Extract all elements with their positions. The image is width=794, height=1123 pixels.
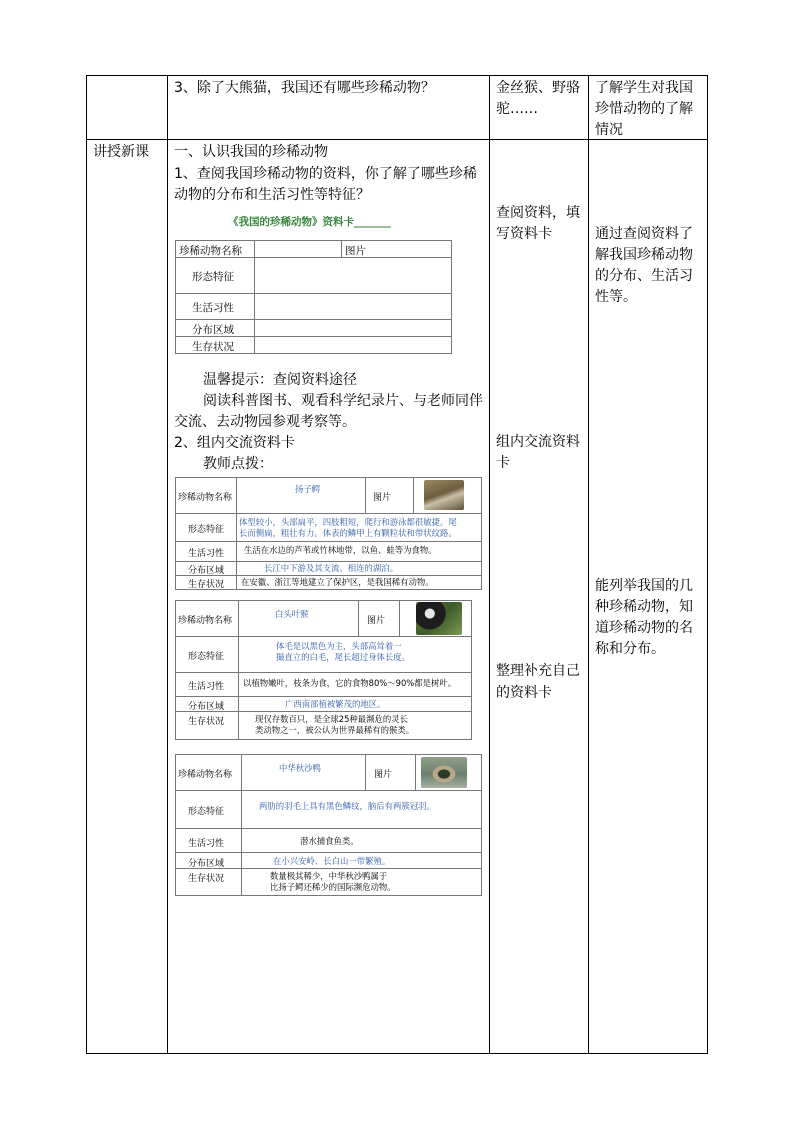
col-border-2 <box>489 75 490 1054</box>
q1-line1: 1、查阅我国珍稀动物的资料，你了解了哪些珍稀 <box>174 166 477 182</box>
student-a-line1: 查阅资料，填 <box>496 205 580 221</box>
intent-row1-line3: 情况 <box>595 122 623 138</box>
card1-status: 在安徽、浙江等地建立了保护区，是我国稀有动物。 <box>241 577 434 587</box>
tip-body-line2: 交流、去动物园参观考察等。 <box>174 414 356 430</box>
intent-b-line3: 道珍稀动物的名 <box>595 620 693 636</box>
animal-card-2 <box>175 600 472 740</box>
card3-form-label: 形态特征 <box>188 807 225 817</box>
student-a-line2: 写资料卡 <box>496 226 552 242</box>
tip: 温馨提示：查阅资料途径 <box>203 372 357 388</box>
card3-area: 在小兴安岭、长白山一带繁殖。 <box>273 856 391 866</box>
card2-area: 广西南部植被繁茂的地区。 <box>285 699 386 709</box>
card2-habit: 以植物嫩叶，枝条为食，它的食物80%～90%都是树叶。 <box>243 678 457 688</box>
alligator-photo <box>424 480 464 510</box>
intent-a-line2: 解我国珍稀动物 <box>595 247 693 263</box>
card1-form-line2: 长而侧扁，粗壮有力。体表的鳞甲上有颗粒状和带状纹路。 <box>239 528 457 538</box>
section-label: 讲授新课 <box>93 144 149 160</box>
card1-status-label: 生存状况 <box>188 580 225 590</box>
langur-photo <box>416 602 462 635</box>
card2-form-line2: 撮直立的白毛，尾长超过身体长度。 <box>276 652 410 662</box>
card1-name-label: 珍稀动物名称 <box>178 493 233 503</box>
intent-row1-line2: 珍惜动物的了解 <box>595 101 693 117</box>
card3-name: 中华秋沙鸭 <box>279 763 321 773</box>
blank-habit-label: 生活习性 <box>192 302 234 314</box>
teacher-guide: 教师点拨： <box>203 456 273 472</box>
blank-photo-label: 图片 <box>345 245 366 257</box>
card1-area: 长江中下游及其支流、相连的湖泊。 <box>264 563 398 573</box>
student-c-line1: 整理补充自己 <box>496 663 580 679</box>
tip-body-line1: 阅读科普图书、观看科学纪录片、与老师同伴 <box>203 393 483 409</box>
content-heading: 一、认识我国的珍稀动物 <box>174 144 328 160</box>
intent-a-line3: 的分布、生活习 <box>595 268 693 284</box>
student-activity-row1-line2: 驼…… <box>496 101 538 117</box>
intent-a-line4: 性等。 <box>595 289 637 305</box>
card3-form-line1: 两肋的羽毛上具有黑色鳞纹，脑后有两簇冠羽。 <box>259 801 435 811</box>
blank-name-label: 珍稀动物名称 <box>179 245 242 257</box>
card-title: 《我国的珍稀动物》资料卡_______ <box>228 216 391 228</box>
card3-status-line2: 比扬子鳄还稀少的国际濒危动物。 <box>270 882 396 892</box>
blank-data-card <box>175 240 452 354</box>
animal-card-1 <box>175 477 482 590</box>
card1-photo-label: 图片 <box>373 493 392 503</box>
col-border-3 <box>588 75 589 1054</box>
student-b-line2: 卡 <box>496 455 510 471</box>
card2-area-label: 分布区域 <box>188 702 225 712</box>
intent-b-line2: 种珍稀动物，知 <box>595 599 693 615</box>
card2-form-label: 形态特征 <box>188 652 225 662</box>
student-b-line1: 组内交流资料 <box>496 434 580 450</box>
student-c-line2: 的资料卡 <box>496 685 552 701</box>
table-bottom-border <box>86 1053 708 1054</box>
col-border-left <box>86 75 87 1054</box>
blank-area-label: 分布区域 <box>192 324 234 336</box>
card2-status-label: 生存状况 <box>188 717 225 727</box>
card3-status-line1: 数量极其稀少，中华秋沙鸭属于 <box>270 871 388 881</box>
intent-b-line1: 能列举我国的几 <box>595 578 693 594</box>
card2-photo-label: 图片 <box>367 616 386 626</box>
card1-area-label: 分布区域 <box>188 566 225 576</box>
card1-habit-label: 生活习性 <box>188 549 225 559</box>
card3-photo-label: 图片 <box>374 770 393 780</box>
table-top-border <box>86 75 708 76</box>
card1-form-line1: 体型较小，头部扁平，四肢粗短，爬行和游泳都很敏捷。尾 <box>239 517 457 527</box>
col-border-right <box>707 75 708 1054</box>
card2-name: 白头叶猴 <box>275 609 309 619</box>
col-border-1 <box>167 75 168 1054</box>
card3-name-label: 珍稀动物名称 <box>178 770 233 780</box>
intent-b-line4: 称和分布。 <box>595 641 665 657</box>
card1-habit: 生活在水边的芦苇或竹林地带，以鱼、蛙等为食物。 <box>244 545 437 555</box>
q1-line2: 动物的分布和生活习性等特征？ <box>174 187 370 203</box>
card2-status-line2: 类动物之一，被公认为世界最稀有的猴类。 <box>255 725 415 735</box>
card2-name-label: 珍稀动物名称 <box>178 616 233 626</box>
card1-name: 扬子鳄 <box>295 484 321 494</box>
question-3: 3、除了大熊猫，我国还有哪些珍稀动物？ <box>174 80 435 96</box>
card3-area-label: 分布区域 <box>188 859 225 869</box>
merganser-photo <box>421 757 467 788</box>
card3-status-label: 生存状况 <box>188 874 225 884</box>
q2: 2、组内交流资料卡 <box>174 435 295 451</box>
student-activity-row1-line1: 金丝猴、野骆 <box>496 80 580 96</box>
animal-card-3 <box>175 754 482 896</box>
blank-form-label: 形态特征 <box>192 271 234 283</box>
blank-status-label: 生存状况 <box>192 341 234 353</box>
card2-form-line1: 体毛是以黑色为主，头部高耸着一 <box>276 641 402 651</box>
intent-row1-line1: 了解学生对我国 <box>595 80 693 96</box>
card1-form-label: 形态特征 <box>188 525 225 535</box>
card2-habit-label: 生活习性 <box>188 682 225 692</box>
intent-a-line1: 通过查阅资料了 <box>595 226 693 242</box>
card3-habit-label: 生活习性 <box>188 839 225 849</box>
card2-status-line1: 现仅存数百只，是全球25种最濒危的灵长 <box>255 714 409 724</box>
card3-habit: 潜水捕食鱼类。 <box>300 836 359 846</box>
